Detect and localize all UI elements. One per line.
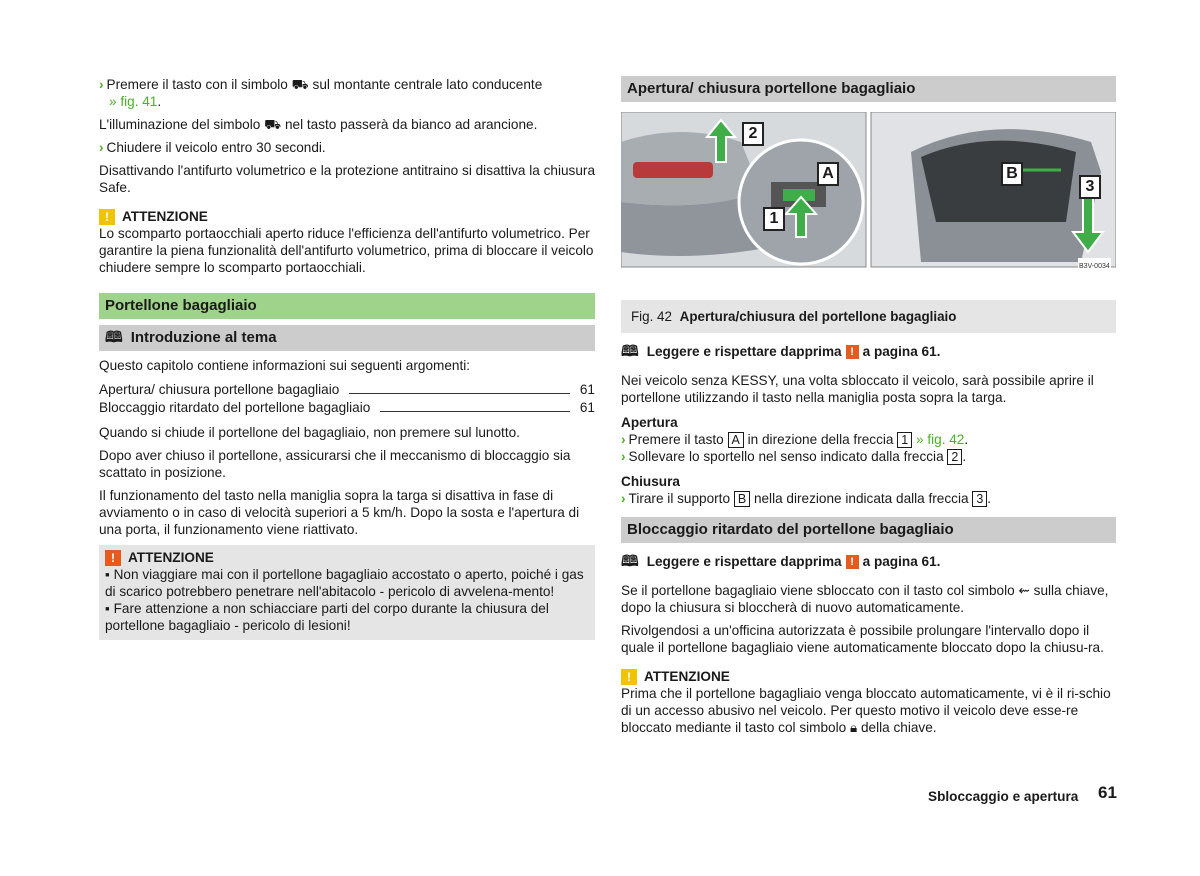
right-column [621,76,1116,736]
figure-label: 2 [742,122,764,146]
attention-text: Lo scomparto portaocchiali aperto riduce l'efficienza dell'antifurto volumetrico. Per garantire la piena funzionalità dell'antifurto volumetrico, prima di bloccare il veicolo chiudere sempre lo scomparto portaocchiali. [99,226,594,275]
figure-label: B [1001,162,1023,186]
footer-section: Sbloccaggio e apertura [928,789,1079,804]
warning-icon: ! [846,555,859,569]
paragraph: Se il portellone bagagliaio viene sbloccato con il tasto col simbolo ⇜ sulla chiave, dopo la chiusura si bloccherà di nuovo automaticamente. [621,583,1109,615]
read-instruction: 🕮 Leggere e rispettare dapprima ! a pagina 61. [621,553,941,570]
figure-label: 1 [763,207,785,231]
step-arrow-icon: › [621,432,626,447]
figure-42 [621,112,1116,300]
fig-link[interactable]: » fig. 42 [916,432,965,447]
paragraph: Il funzionamento del tasto nella maniglia sopra la targa si disattiva in fase di avviamento o in caso di velocità superiori a 5 km/h. Dopo la sosta e l'apertura di una porta, il funzionamento viene riattivato. [99,488,580,537]
lock-icon: 🔒︎ [849,720,858,735]
warning-icon: ! [621,669,637,685]
attention-heading: ! ATTENZIONE [621,668,1116,685]
warning-icon: ! [99,209,115,225]
car-lock-icon: ⛟ [291,77,309,92]
section-title: Apertura/ chiusura portellone bagagliaio [621,76,1116,102]
paragraph: Nei veicolo senza KESSY, una volta sbloccato il veicolo, sarà possibile aprire il portellone utilizzando il tasto nella maniglia posta sopra la targa. [621,373,1094,405]
attention-heading: ! ATTENZIONE [105,549,589,566]
fig-link[interactable]: » fig. 41 [109,94,158,109]
step-arrow-icon: › [621,449,626,464]
step-press-button: › Premere il tasto con il simbolo ⛟ sul montante centrale lato conducente » fig. 41. [99,77,543,109]
book-icon: 🕮 [105,329,123,346]
figure-caption: Fig. 42 Apertura/chiusura del portellone bagagliaio [621,300,1116,333]
left-column [99,76,595,640]
page-number: 61 [1098,783,1117,802]
step-arrow-icon: › [621,491,626,506]
warning-icon: ! [846,345,859,359]
book-icon: 🕮 [621,343,639,360]
book-icon: 🕮 [621,553,639,570]
read-instruction: 🕮 Leggere e rispettare dapprima ! a pagina 61. [621,343,941,360]
trunk-illustration [621,112,1116,300]
paragraph: Dopo aver chiuso il portellone, assicurarsi che il meccanismo di bloccaggio sia scattato in posizione. [99,448,571,480]
intro-title: 🕮 Introduzione al tema [99,325,595,351]
attention-text: Prima che il portellone bagagliaio venga bloccato automaticamente, vi è il ri-schio di un accesso abusivo nel veicolo. Per questo motivo il veicolo deve esse-re bloccato mediante il tasto col simbolo 🔒︎ della chiave. [621,686,1111,735]
toc-item[interactable]: Apertura/ chiusura portellone bagagliaio 61 [99,382,595,397]
open-step: › Sollevare lo sportello nel senso indicato dalla freccia 2 . [621,449,967,464]
warning-icon: ! [105,550,121,566]
step-close-vehicle: › Chiudere il veicolo entro 30 secondi. [99,140,326,155]
toc-list [99,380,595,416]
step-arrow-icon: › [99,77,104,92]
figure-label: 3 [1079,175,1101,199]
open-step: › Premere il tasto A in direzione della freccia 1 » fig. 42. [621,432,969,447]
step-arrow-icon: › [99,140,104,155]
subheading-closing: Chiusura [621,474,680,489]
attention-item: ▪ Non viaggiare mai con il portellone bagagliaio accostato o aperto, poiché i gas di scarico potrebbero penetrare nell'abitacolo - pericolo di avvelena-mento! [105,567,584,599]
figure-label: A [817,162,839,186]
intro-text: Questo capitolo contiene informazioni sui seguenti argomenti: [99,358,471,373]
toc-item[interactable]: Bloccaggio ritardato del portellone bagagliaio 61 [99,400,595,415]
section-title: Bloccaggio ritardato del portellone bagagliaio [621,517,1116,543]
trunk-key-icon: ⇜ [1018,583,1030,598]
close-step: › Tirare il supporto B nella direzione indicata dalla freccia 3 . [621,491,992,506]
car-lock-icon: ⛟ [264,117,282,132]
paragraph: Disattivando l'antifurto volumetrico e la protezione antitraino si disattiva la chiusura Safe. [99,163,595,195]
paragraph: Rivolgendosi a un'officina autorizzata è possibile prolungare l'intervallo dopo il quale il portellone bagagliaio viene automaticamente bloccato dopo la chiusu-ra. [621,623,1104,655]
attention-heading: ! ATTENZIONE [99,208,595,225]
section-title: Portellone bagagliaio [99,293,595,319]
attention-box [99,545,595,640]
paragraph: Quando si chiude il portellone del bagagliaio, non premere sul lunotto. [99,425,520,440]
subheading-opening: Apertura [621,415,678,430]
figure-code: B3V-0034 [1078,258,1111,275]
attention-item: ▪ Fare attenzione a non schiacciare parti del corpo durante la chiusura del portellone bagagliaio - pericolo di lesioni! [105,601,549,633]
illumination-text: L'illuminazione del simbolo ⛟ nel tasto passerà da bianco ad arancione. [99,117,538,132]
